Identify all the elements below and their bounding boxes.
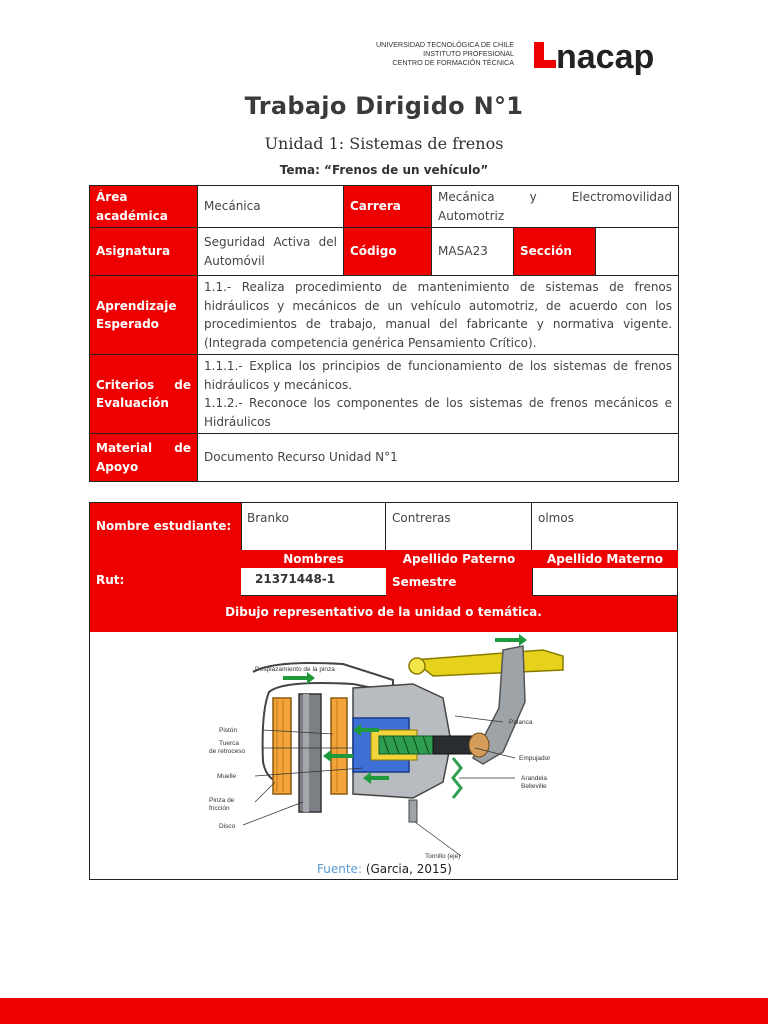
footer-bar [0,998,768,1024]
institution-line: INSTITUTO PROFESIONAL [423,49,514,58]
label-desplazamiento: Desplazamiento de la pinza [255,666,335,673]
label-arandela: Arandela [521,775,548,782]
carrera-label: Carrera [344,186,432,228]
seccion-value [596,228,679,276]
page-subtitle: Unidad 1: Sistemas de frenos [264,134,504,153]
area-value: Mecánica [198,186,344,228]
nombres-value: Branko [241,503,386,550]
criterio-item: 1.1.2.- Reconoce los componentes de los sistemas de frenos mecánicos e Hidráulicos [204,396,673,429]
row-asignatura [90,228,679,276]
institution-line: CENTRO DE FORMACIÓN TÉCNICA [392,58,514,67]
row-material [90,434,679,482]
label-disco: Disco [219,823,236,830]
label-pinza: Pinza de [209,797,235,804]
criterio-item: 1.1.1.- Explica los principios de funcionamiento de los sistemas de frenos hidráulicos y mecánicos. [204,359,673,392]
semestre-label: Semestre [386,568,532,596]
label-empujador: Empujador [519,755,551,762]
apellido-paterno-value: Contreras [386,503,532,550]
aprendizaje-label: Aprendizaje Esperado [90,276,198,355]
criterios-value [198,355,679,434]
asignatura-label: Asignatura [90,228,198,276]
criterios-label: Criterios de Evaluación [90,355,198,434]
codigo-value: MASA23 [432,228,514,276]
aprendizaje-value: 1.1.- Realiza procedimiento de mantenimiento de sistemas de frenos hidráulicos y mecánicos de un vehículo automotriz, de acuerdo con los procedimientos de trabajo, manual del fabricante y normativa vigente. (Integrada competencia genérica Pensamiento Crítico). [198,276,679,355]
row-aprendizaje [90,276,679,355]
seccion-label: Sección [514,228,596,276]
material-value: Documento Recurso Unidad N°1 [198,434,679,482]
asignatura-value: Seguridad Activa del Automóvil [198,228,344,276]
label-arandela-2: Belleville [521,783,547,790]
semestre-value [532,568,678,596]
label-tornillo: Tornillo (eje) [425,853,461,860]
label-piston: Pistón [219,727,238,734]
label-tuerca-2: de retroceso [209,748,246,755]
dibujo-header: Dibujo representativo de la unidad o temática. [90,596,677,632]
label-tuerca: Tuerca [219,740,239,747]
nombre-estudiante-label: Nombre estudiante: [90,503,241,568]
topic: Tema: “Frenos de un vehículo” [279,163,489,177]
row-criterios [90,355,679,434]
student-section [89,502,678,880]
label-pinza-2: fricción [209,805,230,812]
figure-caption [90,862,679,876]
brake-caliper-diagram [203,632,570,860]
logo-text: nacap [556,38,655,76]
carrera-value: Mecánica y Electromovilidad Automotriz [432,186,679,228]
apellido-materno-value: olmos [538,511,574,525]
institution-names [330,40,514,67]
page-title: Trabajo Dirigido N°1 [244,92,524,120]
label-muelle: Muelle [217,773,237,780]
info-table [89,185,679,482]
row-area [90,186,679,228]
institution-line: UNIVERSIDAD TECNOLÓGICA DE CHILE [375,40,514,49]
caption-source-value: (Garcia, 2015) [365,862,452,876]
rut-value: 21371448-1 [241,568,386,596]
caption-source-label: Fuente: [317,862,362,876]
apellido-materno-header: Apellido Materno [532,550,678,568]
rut-label: Rut: [90,568,241,596]
label-palanca: Palanca [509,719,533,726]
nombres-header: Nombres [241,550,386,568]
codigo-label: Código [344,228,432,276]
apellido-paterno-header: Apellido Paterno [386,550,532,568]
inacap-logo [532,38,674,78]
area-label: Área académica [90,186,198,228]
material-label: Material de Apoyo [90,434,198,482]
